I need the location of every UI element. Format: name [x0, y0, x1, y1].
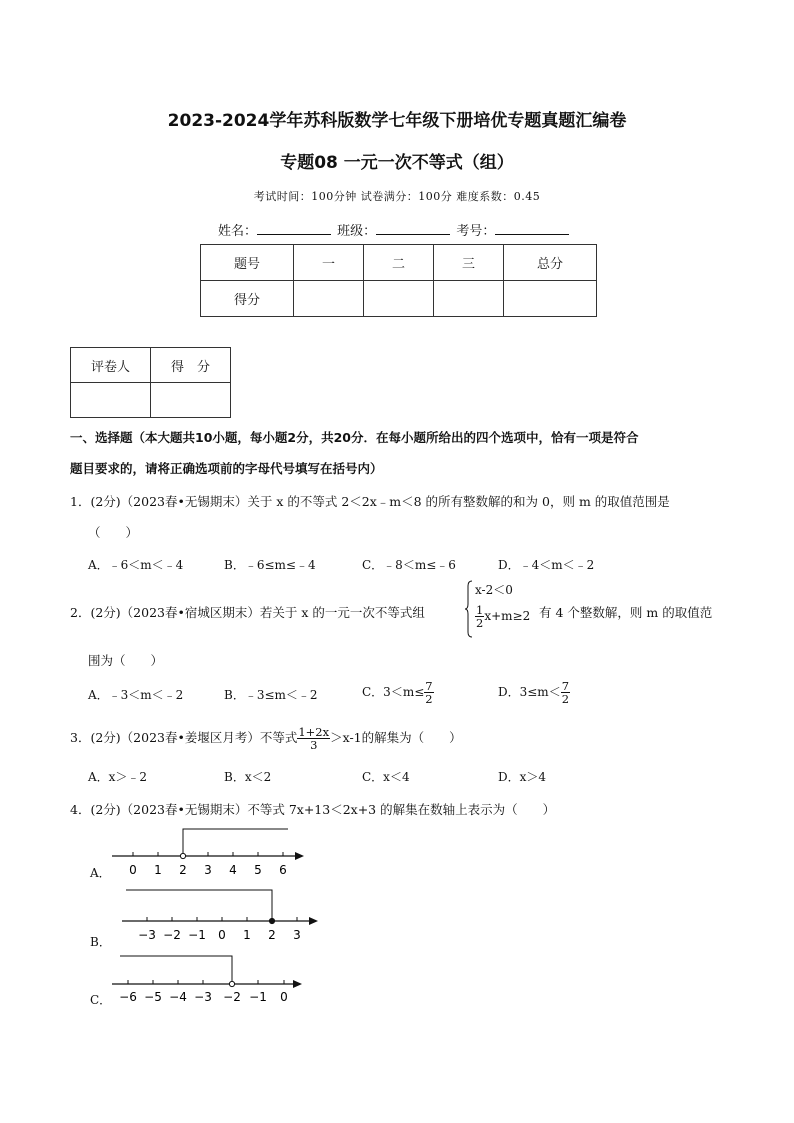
score-header: 三: [434, 245, 504, 281]
section1-line2: 题目要求的，请将正确选项前的字母代号填写在括号内）: [70, 461, 383, 476]
tick-label: 2: [179, 863, 187, 877]
q2-option-b[interactable]: B．﹣3≤m＜﹣2: [224, 688, 318, 702]
class-label: 班级：: [337, 224, 377, 239]
exam-meta: 考试时间：100分钟 试卷满分：100分 难度系数：0.45: [253, 190, 541, 203]
score-cell[interactable]: [504, 281, 597, 317]
system-brace: [465, 580, 473, 638]
section1-line1: 一、选择题（本大题共10小题，每小题2分，共20分．在每小题所给出的四个选项中，恰有一项是符合: [70, 430, 639, 445]
tick-label: −3: [138, 928, 156, 942]
q1-option-c[interactable]: C．﹣8＜m≤﹣6: [362, 558, 456, 572]
q1-option-d[interactable]: D．﹣4＜m＜﹣2: [498, 558, 595, 572]
class-blank[interactable]: [376, 222, 450, 235]
open-endpoint: [180, 853, 185, 858]
tick-label: 0: [218, 928, 226, 942]
tick-label: −2: [223, 990, 241, 1004]
grader-cell[interactable]: [71, 383, 151, 418]
solution-ray: [120, 956, 232, 981]
score-header: 二: [364, 245, 434, 281]
score-cell[interactable]: [434, 281, 504, 317]
id-label: 考号：: [456, 224, 496, 239]
solution-ray: [183, 829, 288, 853]
q2-option-c[interactable]: C．3＜m≤ $\frac{7}{2}$: [362, 679, 433, 707]
score-cell[interactable]: [294, 281, 364, 317]
q1-option-b[interactable]: B．﹣6≤m≤﹣4: [224, 558, 316, 572]
q2-stem-line2: 围为（ ）: [88, 653, 164, 668]
tick-label: 4: [229, 863, 237, 877]
tick-label: 3: [293, 928, 301, 942]
tick-label: 0: [129, 863, 137, 877]
student-info-row: [218, 220, 571, 239]
score-table: [200, 244, 597, 317]
tick-label: 1: [243, 928, 251, 942]
q4-option-c-numberline[interactable]: [108, 951, 308, 1007]
q1-stem: 1．(2分)（2023春•无锡期末）关于 x 的不等式 2＜2x﹣m＜8 的所有整数解的和为 0，则 m 的取值范围是: [70, 494, 670, 509]
score-header: 总分: [504, 245, 597, 281]
score-header: 题号: [201, 245, 294, 281]
name-blank[interactable]: [257, 222, 331, 235]
grader-cell[interactable]: [151, 383, 231, 418]
q3-option-c[interactable]: C．x＜4: [362, 770, 410, 784]
q3-stem: 3．(2分)（2023春•姜堰区月考）不等式 $\frac{1+2x}{3}$ ＞x-1的解集为（ ）: [70, 725, 462, 753]
q2-system-eq1: x-2＜0: [475, 583, 513, 597]
tick-label: −2: [163, 928, 181, 942]
q3-option-d[interactable]: D．x＞4: [498, 770, 547, 784]
axis-arrow: [293, 980, 302, 988]
open-endpoint: [229, 981, 234, 986]
tick-label: −6: [119, 990, 137, 1004]
tick-label: 6: [279, 863, 287, 877]
q1-option-a[interactable]: A．﹣6＜m＜﹣4: [88, 558, 184, 572]
q4-option-a-numberline[interactable]: [108, 826, 308, 878]
q2-stem: 2．(2分)（2023春•宿城区期末）若关于 x 的一元一次不等式组: [70, 605, 425, 620]
q2-c-fraction: $\frac{7}{2}$: [425, 679, 433, 707]
tick-label: 2: [268, 928, 276, 942]
closed-endpoint: [269, 918, 274, 923]
document-title: 2023-2024学年苏科版数学七年级下册培优专题真题汇编卷: [167, 111, 627, 131]
q2-stem-cont: 有 4 个整数解，则 m 的取值范: [539, 605, 713, 620]
tick-label: 5: [254, 863, 262, 877]
grader-table: [70, 347, 231, 418]
tick-label: 3: [204, 863, 212, 877]
axis-arrow: [309, 917, 318, 925]
q2-option-a[interactable]: A．﹣3＜m＜﹣2: [88, 688, 184, 702]
q2-option-d[interactable]: D．3≤m＜ $\frac{7}{2}$: [498, 679, 570, 707]
score-cell[interactable]: [364, 281, 434, 317]
q2-system-eq2: $\frac{1}{2}$ x+m≥2: [476, 603, 531, 631]
grader-header: 评卷人: [71, 348, 151, 383]
q2-eq2-fraction: $\frac{1}{2}$: [476, 603, 484, 631]
q4-option-c-label[interactable]: C．: [90, 993, 112, 1007]
q3-option-b[interactable]: B．x＜2: [224, 770, 272, 784]
q4-option-b-numberline[interactable]: [118, 887, 328, 943]
q2-d-fraction: $\frac{7}{2}$: [561, 679, 570, 707]
tick-label: −4: [169, 990, 187, 1004]
tick-label: −5: [144, 990, 162, 1004]
q4-option-a-label[interactable]: A．: [90, 866, 111, 880]
q3-fraction: $\frac{1+2x}{3}$: [298, 725, 330, 753]
tick-label: −1: [249, 990, 267, 1004]
tick-label: −1: [188, 928, 206, 942]
q1-stem-cont: （ ）: [88, 525, 139, 540]
score-row-label: 得分: [201, 281, 294, 317]
tick-label: −3: [194, 990, 212, 1004]
score-header: 一: [294, 245, 364, 281]
q4-stem: 4．(2分)（2023春•无锡期末）不等式 7x+13＜2x+3 的解集在数轴上表示为（ ）: [70, 802, 556, 817]
solution-ray: [126, 890, 272, 919]
q4-option-b-label[interactable]: B．: [90, 935, 111, 949]
tick-label: 0: [280, 990, 288, 1004]
name-label: 姓名：: [218, 224, 258, 239]
id-blank[interactable]: [495, 222, 569, 235]
grader-header: 得 分: [151, 348, 231, 383]
document-subtitle: 专题08 一元一次不等式（组）: [280, 153, 514, 173]
q3-option-a[interactable]: A．x＞﹣2: [88, 770, 148, 784]
axis-arrow: [295, 852, 304, 860]
tick-label: 1: [154, 863, 162, 877]
